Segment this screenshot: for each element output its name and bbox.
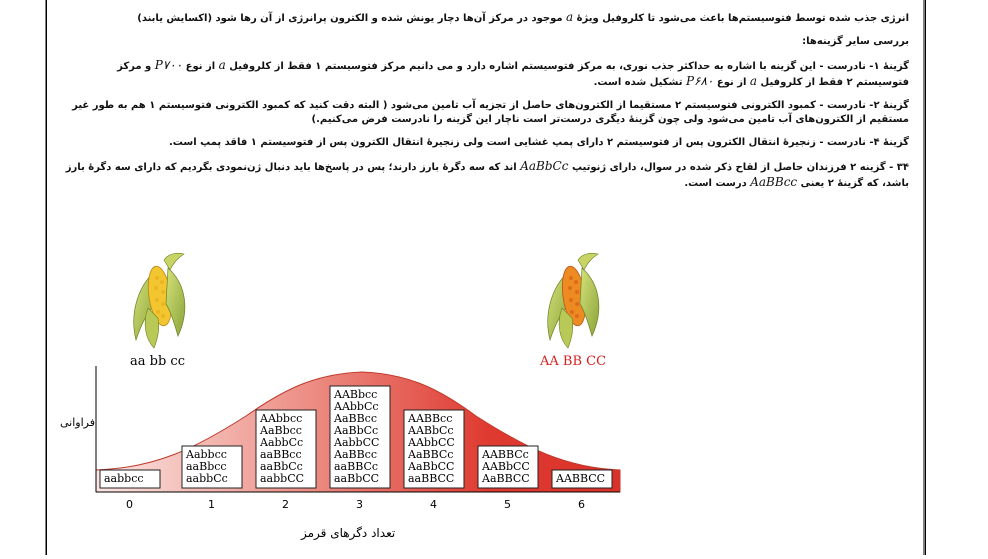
y-axis-label: فراوانی (60, 416, 95, 429)
genotype-entry: aabbcc (104, 472, 144, 485)
genotype-entry: AABbcc (334, 388, 378, 401)
right-genotype-label: AA BB CC (540, 354, 607, 369)
genotype-entry: AAbbCc (334, 400, 379, 413)
genotype-entry: aabbCC (260, 472, 305, 485)
genotype-entry: AABBcc (408, 412, 453, 425)
text-run: موجود در مرکز آن‌ها دچار یونش شده و الکترون پرانرژی از آن رها شود (اکسایش یابند) (137, 13, 567, 24)
answer-text (63, 10, 909, 200)
genotype-entry: AABBCC (556, 472, 606, 485)
text-run: از نوع (713, 77, 750, 88)
genotype-entry: AAbbcc (260, 412, 303, 425)
genotype-entry: AabbCc (260, 436, 304, 449)
genotype-entry: aaBbcc (186, 460, 227, 473)
paragraph-4 (63, 99, 909, 127)
genotype-entry: aaBBCc (334, 460, 379, 473)
x-tick-label: 5 (504, 498, 511, 511)
corn-red-icon (548, 253, 599, 348)
left-genotype-label: aa bb cc (130, 354, 185, 369)
paragraph-5 (63, 136, 909, 150)
genotype-entry: aaBBcc (260, 448, 302, 461)
genotype-entry: AaBbcc (260, 424, 302, 437)
x-tick-label: 4 (430, 498, 437, 511)
text-run: بررسی سایر گزینه‌ها: (802, 36, 909, 47)
inline-formula: P۶۸۰ (685, 74, 714, 88)
x-tick-label: 3 (356, 498, 363, 511)
polygenic-figure (46, 248, 646, 555)
inline-formula: P۷۰۰ (154, 58, 183, 72)
genotype-entry: aaBbCc (260, 460, 303, 473)
x-tick-label: 1 (208, 498, 215, 511)
genotype-entry: AABBCc (482, 448, 529, 461)
text-run: درست است. (684, 178, 751, 189)
genotype-entry: AaBBcc (334, 448, 377, 461)
text-run: انرژی جذب شده توسط فتوسیستم‌ها باعث می‌شود تا کلروفیل ویژهٔ (573, 13, 909, 24)
text-run: از نوع (182, 61, 219, 72)
genotype-entry: AAbbCC (408, 436, 455, 449)
text-run: ۳۴ - گزینه ۲ فرزندان حاصل از لقاح ذکر شده در سوال، دارای ژنوتیپ (568, 162, 909, 173)
text-run: تشکیل شده است. (593, 77, 686, 88)
corn-yellow-icon (134, 253, 185, 348)
genotype-entry: aaBbCC (334, 472, 380, 485)
genotype-entry: aabbCc (186, 472, 228, 485)
inline-formula: a (566, 10, 574, 24)
text-run: و مرکز فتوسیستم ۲ فقط از کلروفیل (117, 61, 909, 88)
inline-formula: AaBbCc (520, 159, 569, 173)
genotype-entry: AaBBcc (334, 412, 377, 425)
text-run: گزینهٔ ۲- نادرست - کمبود الکترونی فتوسیستم ۲ مستقیما از الکترون‌های حاصل از تجزیه آب تامین می‌شود ( البته دقت کنید که کمبود الکترونی فتوسیستم ۱ هم به طور غیر مستقیم از الکترون‌های آب تامین می‌شود ولی چون گزینهٔ دیگری درست‌تر است ناچار این گزینه را نادرست فرض می‌کنیم.) (72, 100, 909, 125)
genotype-entry: AabbCC (334, 436, 380, 449)
x-tick-label: 6 (578, 498, 585, 511)
inline-formula: AaBBcc (750, 175, 798, 189)
genotype-entry: AABbCc (408, 424, 454, 437)
text-run: اند که سه دگرهٔ بارز دارند؛ پس در پاسخ‌ها باید دنبال ژن‌نمودی بگردیم که دارای سه دگرهٔ بارز باشد، که گزینهٔ ۲ یعنی (65, 162, 909, 189)
genotype-entry: AaBBCC (482, 472, 530, 485)
genotype-entry: aaBBCC (408, 472, 455, 485)
genotype-entry: AaBbCC (408, 460, 455, 473)
text-run: گزینهٔ ۱- نادرست - این گزینه با اشاره به حداکثر جذب نوری، به مرکز فتوسیستم اشاره دارد و می دانیم مرکز فتوسیستم ۱ فقط از کلروفیل (225, 61, 909, 72)
paragraph-2 (63, 35, 909, 49)
paragraph-6 (63, 159, 909, 191)
x-tick-label: 2 (282, 498, 289, 511)
x-axis-label: تعداد دگرهای قرمز (301, 526, 396, 540)
genotype-entry: Aabbcc (186, 448, 227, 461)
inline-formula: a (218, 58, 226, 72)
paragraph-3 (63, 58, 909, 90)
x-tick-label: 0 (126, 498, 133, 511)
paragraph-1 (63, 10, 909, 26)
genotype-entry: AaBbCc (334, 424, 379, 437)
text-run: گزینهٔ ۴- نادرست - زنجیرهٔ انتقال الکترون پس از فتوسیستم ۲ دارای پمپ غشایی است ولی زنجیرهٔ انتقال الکترون پس از فتوسیستم ۱ فاقد پمپ است. (169, 137, 909, 148)
inline-formula: a (749, 74, 758, 88)
genotype-entry: AaBBCc (408, 448, 454, 461)
genotype-entry: AABbCC (482, 460, 530, 473)
